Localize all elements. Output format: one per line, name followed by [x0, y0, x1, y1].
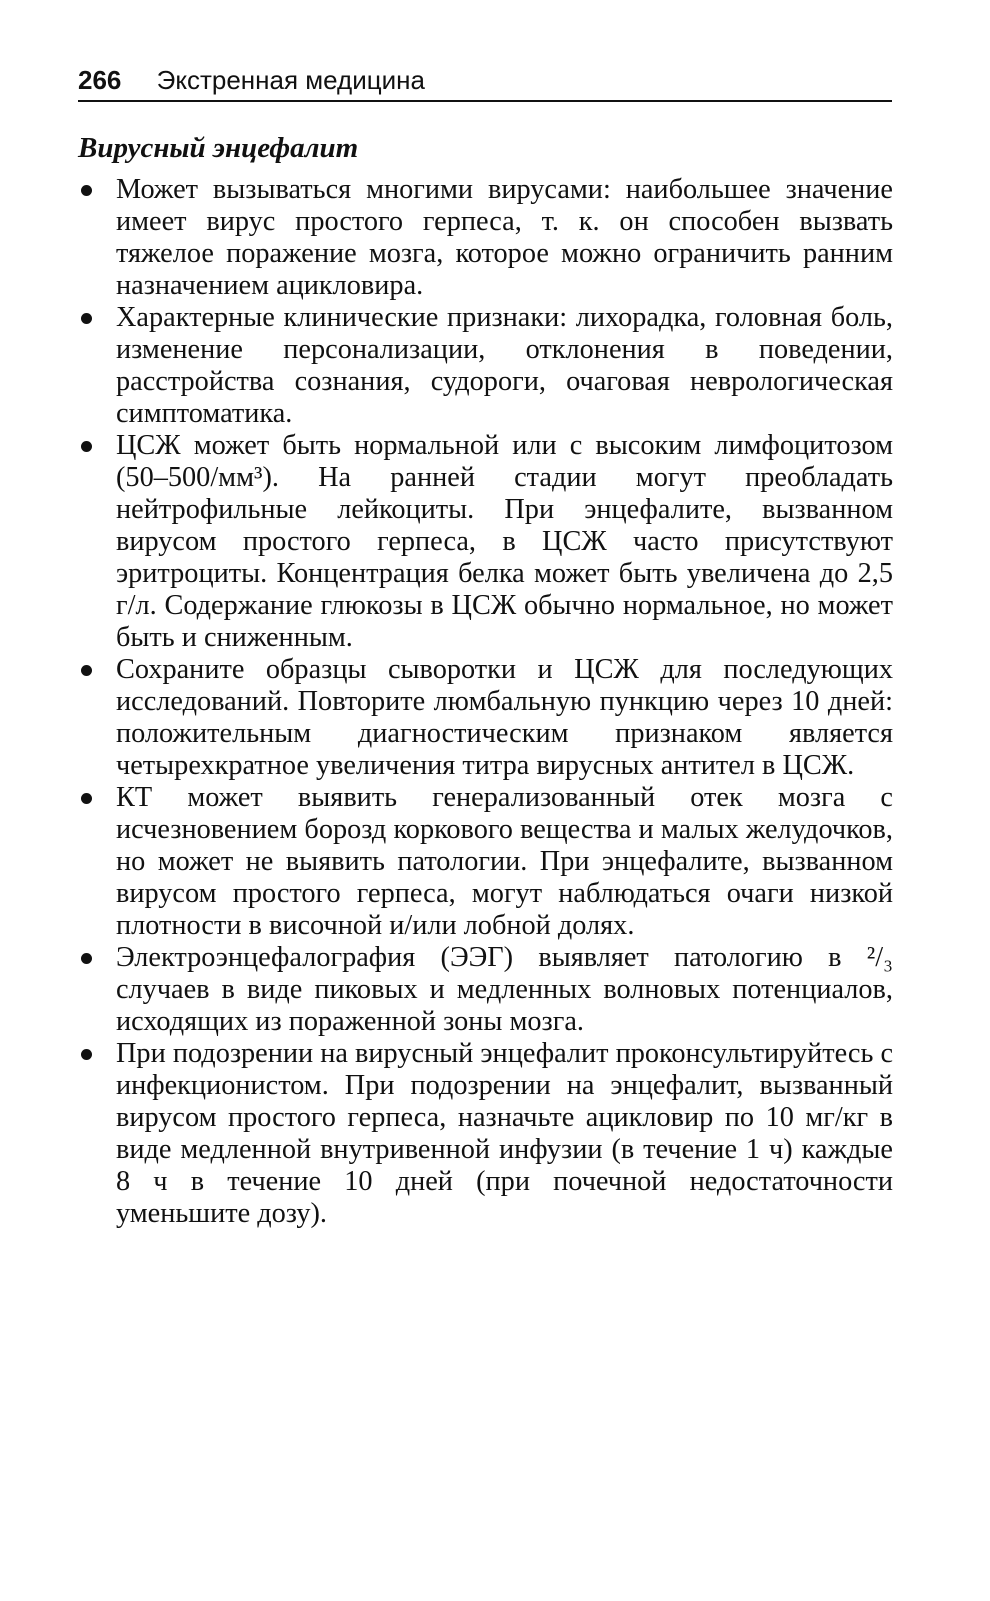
list-item — [78, 174, 893, 302]
running-title: Экстренная медицина — [156, 65, 425, 95]
list-item-text: Характерные клинические признаки: лихорадка, головная боль, изменение персонализации, отклонения в поведении, расстройства сознания, судороги, очаговая неврологическая симптоматика. — [116, 302, 893, 429]
list-item-text: Электроэнцефалография (ЭЭГ) выявляет патологию в ²/₃ случаев в виде пиковых и медленных волновых потенциалов, исходящих из пораженной зоны мозга. — [116, 942, 893, 1037]
bullet-dot-icon — [81, 441, 92, 452]
list-item — [78, 302, 893, 430]
bullet-dot-icon — [81, 1049, 92, 1060]
list-item — [78, 430, 893, 654]
bullet-dot-icon — [81, 185, 92, 196]
bullet-list — [78, 174, 893, 1230]
bullet-dot-icon — [81, 313, 92, 324]
list-item-text: КТ может выявить генерализованный отек мозга с исчезновением борозд коркового вещества и малых желудочков, но может не выявить патологии. При энцефалите, вызванном вирусом простого герпеса, могут наблюдаться очаги низкой плотности в височной и/или лобной долях. — [116, 782, 893, 941]
list-item — [78, 782, 893, 942]
list-item — [78, 654, 893, 782]
list-item — [78, 1038, 893, 1230]
list-item-text: ЦСЖ может быть нормальной или с высоким лимфоцитозом (50–500/мм³). На ранней стадии могут преобладать нейтрофильные лейкоциты. При энцефалите, вызванном вирусом простого герпеса, в ЦСЖ часто присутствуют эритроциты. Концентрация белка может быть увеличена до 2,5 г/л. Содержание глюкозы в ЦСЖ обычно нормальное, но может быть и сниженным. — [116, 430, 893, 653]
list-item-text: Может вызываться многими вирусами: наибольшее значение имеет вирус простого герпеса, т. к. он способен вызвать тяжелое поражение мозга, которое можно ограничить ранним назначением ацикловира. — [116, 174, 893, 301]
list-item-text: Сохраните образцы сыворотки и ЦСЖ для последующих исследований. Повторите люмбальную пункцию через 10 дней: положительным диагностическим признаком является четырехкратное увеличения титра вирусных антител в ЦСЖ. — [116, 654, 893, 781]
list-item — [78, 942, 893, 1038]
bullet-dot-icon — [81, 953, 92, 964]
running-header — [78, 62, 892, 102]
page-number: 266 — [78, 65, 122, 95]
bullet-dot-icon — [81, 665, 92, 676]
bullet-dot-icon — [81, 793, 92, 804]
list-item-text: При подозрении на вирусный энцефалит проконсультируйтесь с инфекционистом. При подозрении на энцефалит, вызванный вирусом простого герпеса, назначьте ацикловир по 10 мг/кг в виде медленной внутривенной инфузии (в течение 1 ч) каждые 8 ч в течение 10 дней (при почечной недостаточности уменьшите дозу). — [116, 1038, 893, 1229]
section-title: Вирусный энцефалит — [78, 132, 359, 164]
